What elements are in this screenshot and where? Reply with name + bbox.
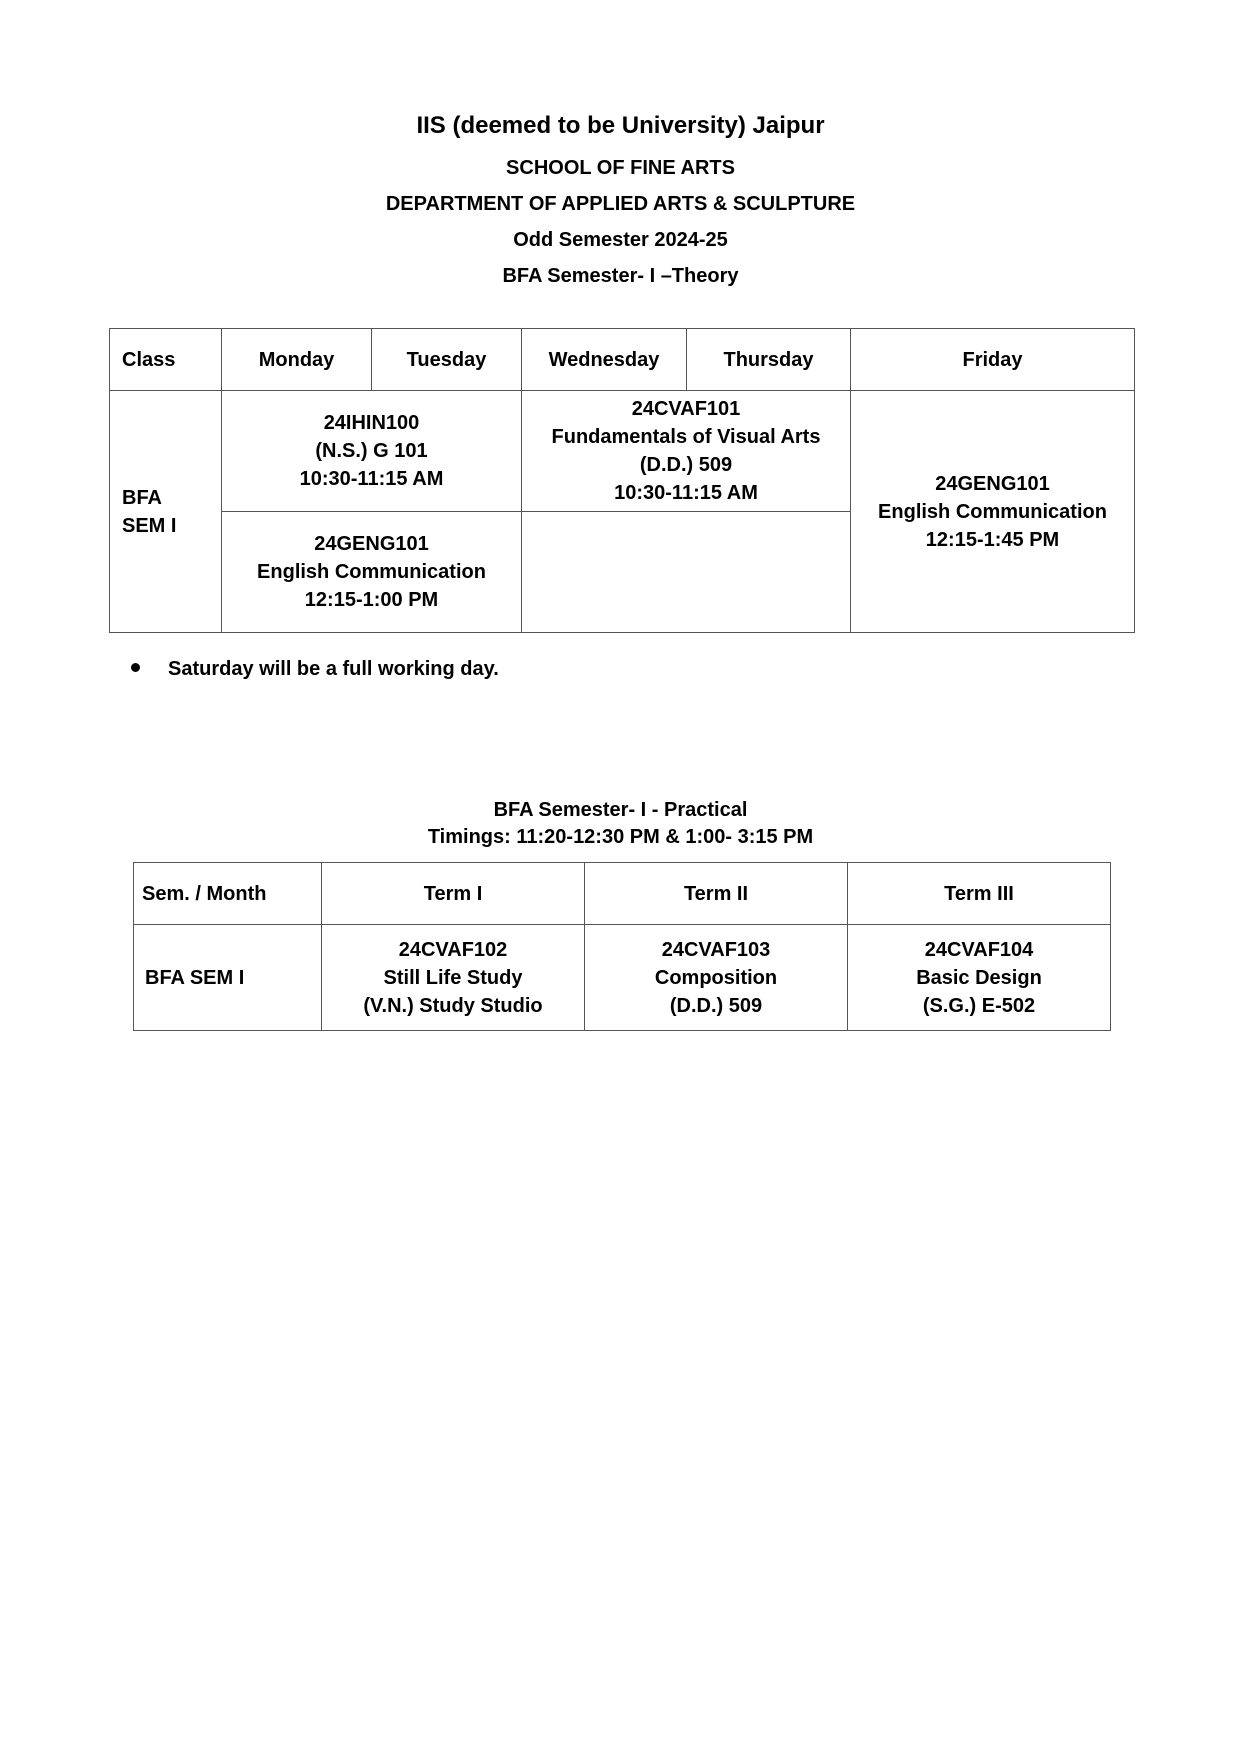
class-label-line: SEM I (122, 514, 177, 537)
theory-slot-row-1 (110, 391, 1135, 512)
mon-tue-slot-1 (222, 391, 522, 512)
course-name: Basic Design (916, 966, 1042, 989)
saturday-note (131, 658, 499, 681)
course-code: 24CVAF102 (398, 938, 508, 961)
course-time: 10:30-11:15 AM (299, 468, 444, 490)
theory-timetable (109, 328, 1135, 633)
friday-slot (851, 391, 1135, 633)
practical-title: BFA Semester- I - Practical (493, 799, 748, 821)
course-room: (D.D.) 509 (639, 454, 733, 476)
practical-timetable (133, 862, 1111, 1031)
course-code: 24GENG101 (314, 533, 429, 555)
course-name: Still Life Study (383, 966, 523, 989)
mon-tue-slot-2 (222, 512, 522, 633)
course-room: (V.N.) Study Studio (363, 994, 543, 1017)
practical-header-row (134, 863, 1111, 925)
term-3-cell (848, 925, 1111, 1031)
header-wednesday: Wednesday (522, 329, 687, 391)
course-room: (S.G.) E-502 (922, 994, 1036, 1017)
course-room: (D.D.) 509 (669, 994, 763, 1017)
course-name: Composition (654, 966, 778, 989)
course-code: 24CVAF104 (924, 938, 1034, 961)
course-code: 24GENG101 (935, 472, 1050, 495)
course-time: 10:30-11:15 AM (614, 482, 758, 504)
course-code: 24CVAF101 (631, 398, 741, 420)
university-title: IIS (deemed to be University) Jaipur (416, 112, 825, 139)
term-2-cell (585, 925, 848, 1031)
wed-thu-slot-1 (522, 391, 851, 512)
practical-row (134, 925, 1111, 1031)
header-term-2: Term II (585, 863, 848, 925)
course-room: (N.S.) G 101 (315, 440, 428, 462)
theory-header-row (110, 329, 1135, 391)
course-code: 24IHIN100 (323, 412, 420, 434)
theory-timetable-title: BFA Semester- I –Theory (502, 265, 739, 287)
course-name: English Communication (257, 561, 486, 583)
header-monday: Monday (222, 329, 372, 391)
department-title: DEPARTMENT OF APPLIED ARTS & SCULPTURE (385, 193, 856, 215)
class-label-cell (110, 391, 222, 633)
saturday-note-text: Saturday will be a full working day. (168, 658, 499, 680)
header-sem-month: Sem. / Month (134, 863, 322, 925)
header-term-1: Term I (322, 863, 585, 925)
semester-title: Odd Semester 2024-25 (513, 229, 728, 251)
course-time: 12:15-1:45 PM (925, 528, 1060, 551)
header-thursday: Thursday (687, 329, 851, 391)
bullet-icon (131, 663, 140, 672)
term-1-cell (322, 925, 585, 1031)
school-title: SCHOOL OF FINE ARTS (506, 157, 735, 179)
header-friday: Friday (851, 329, 1135, 391)
course-name: Fundamentals of Visual Arts (551, 426, 821, 448)
class-label-line: BFA (122, 486, 162, 509)
header-class: Class (110, 329, 222, 391)
practical-timings: Timings: 11:20-12:30 PM & 1:00- 3:15 PM (427, 826, 814, 848)
header-tuesday: Tuesday (372, 329, 522, 391)
wed-thu-slot-2-empty (522, 512, 851, 633)
practical-row-label: BFA SEM I (134, 925, 322, 1031)
header-term-3: Term III (848, 863, 1111, 925)
course-code: 24CVAF103 (661, 938, 771, 961)
course-name: English Communication (878, 500, 1107, 523)
course-time: 12:15-1:00 PM (304, 589, 439, 611)
